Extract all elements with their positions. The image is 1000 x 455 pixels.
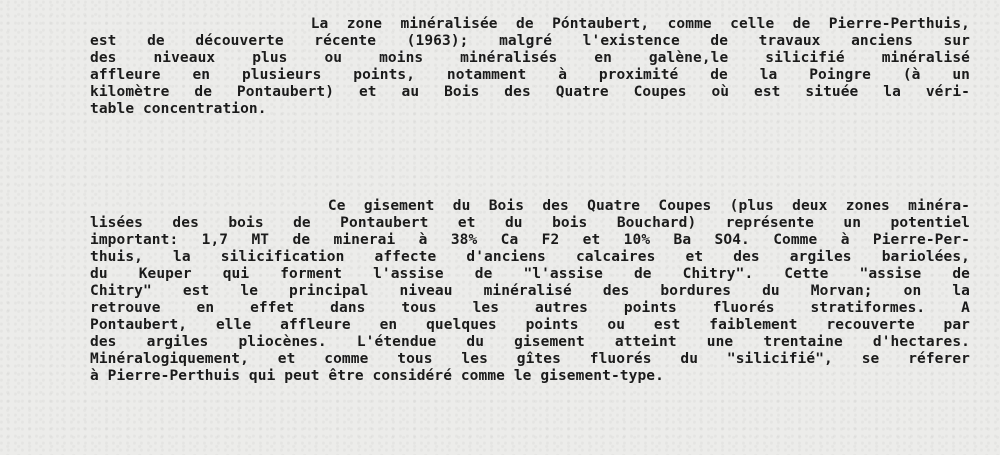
text-line: table concentration. xyxy=(90,101,267,117)
text-line: Chitry" est le principal niveau minéralisé des bordures du Morvan; on la xyxy=(90,283,970,299)
text-line: des niveaux plus ou moins minéralisés en galène,le silicifié minéralisé xyxy=(90,50,970,66)
paragraph-2 xyxy=(90,198,970,385)
text-line: important: 1,7 MT de minerai à 38% Ca F2 et 10% Ba SO4. Comme à Pierre-Per- xyxy=(90,232,970,248)
text-line: retrouve en effet dans tous les autres points fluorés stratiformes. A xyxy=(90,300,970,316)
text-line: des argiles pliocènes. L'étendue du gisement atteint une trentaine d'hectares. xyxy=(90,334,970,350)
text-line: est de découverte récente (1963); malgré l'existence de travaux anciens sur xyxy=(90,33,970,49)
text-line: Pontaubert, elle affleure en quelques points ou est faiblement recouverte par xyxy=(90,317,970,333)
text-line: lisées des bois de Pontaubert et du bois Bouchard) représente un potentiel xyxy=(90,215,970,231)
text-line: du Keuper qui forment l'assise de "l'assise de Chitry". Cette "assise de xyxy=(90,266,970,282)
text-line: à Pierre-Perthuis qui peut être considéré comme le gisement-type. xyxy=(90,368,664,384)
text-line: thuis, la silicification affecte d'anciens calcaires et des argiles bariolées, xyxy=(90,249,970,265)
text-line: La zone minéralisée de Póntaubert, comme celle de Pierre-Perthuis, xyxy=(90,16,970,32)
text-line: kilomètre de Pontaubert) et au Bois des Quatre Coupes où est située la véri- xyxy=(90,84,970,100)
text-line: affleure en plusieurs points, notamment à proximité de la Poingre (à un xyxy=(90,67,970,83)
text-line: Minéralogiquement, et comme tous les gîtes fluorés du "silicifié", se réferer xyxy=(90,351,970,367)
text-line: Ce gisement du Bois des Quatre Coupes (plus deux zones minéra- xyxy=(90,198,970,214)
paragraph-1 xyxy=(90,16,970,118)
